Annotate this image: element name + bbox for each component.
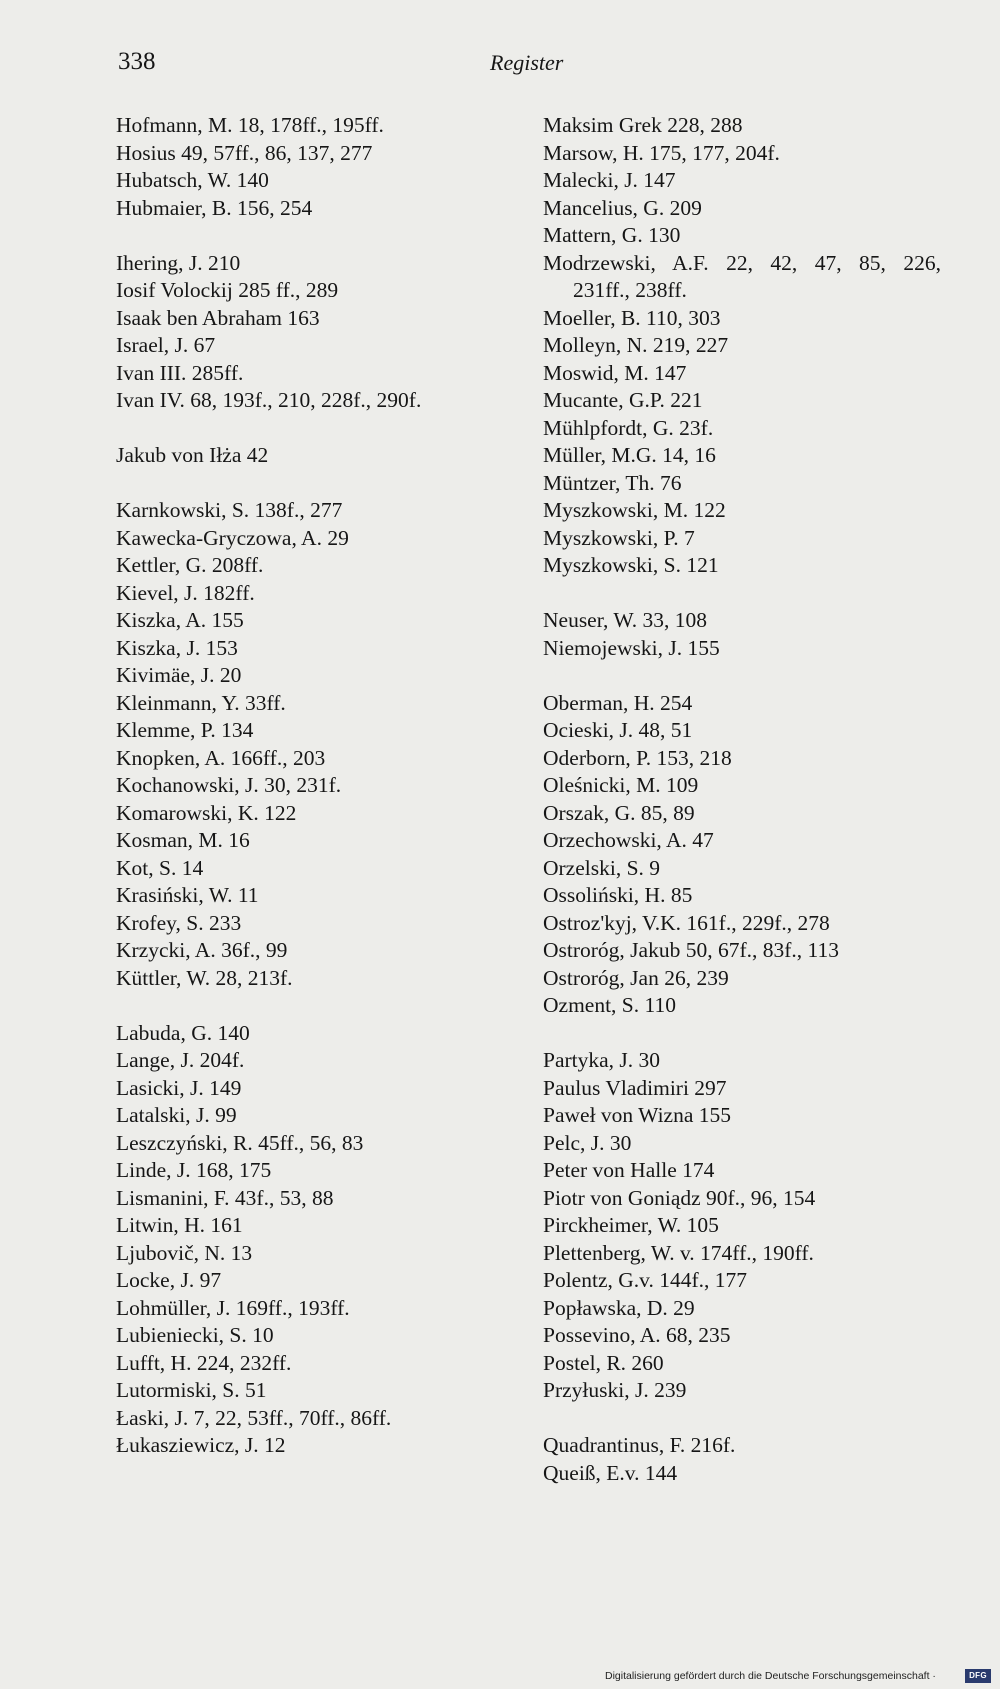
running-title: Register <box>490 50 564 75</box>
index-entry: Łaski, J. 7, 22, 53ff., 70ff., 86ff. <box>116 1405 392 1430</box>
index-entry: Linde, J. 168, 175 <box>116 1158 272 1182</box>
page-number: 338 <box>118 48 156 75</box>
index-entry: Łukasziewicz, J. 12 <box>116 1433 286 1457</box>
index-entry: Paweł von Wizna 155 <box>543 1103 732 1127</box>
footer <box>605 1669 995 1685</box>
entry-spacer <box>116 222 516 250</box>
index-entry: Lasicki, J. 149 <box>116 1075 242 1100</box>
index-entry: Kiszka, A. 155 <box>116 608 244 632</box>
index-entry: Jakub von Iłża 42 <box>116 443 269 467</box>
index-entry: Orzelski, S. 9 <box>543 855 661 880</box>
index-entry: Plettenberg, W. v. 174ff., 190ff. <box>543 1240 814 1265</box>
index-entry: Orzechowski, A. 47 <box>543 828 714 852</box>
index-entry: Myszkowski, S. 121 <box>543 553 719 577</box>
index-entry: Krofey, S. 233 <box>116 910 242 935</box>
index-entry: Kiszka, J. 153 <box>116 635 238 660</box>
index-entry: Pelc, J. 30 <box>543 1130 632 1155</box>
footer-text: Digitalisierung gefördert durch die Deutsche Forschungsgemeinschaft · <box>605 1670 936 1682</box>
index-entry: Moswid, M. 147 <box>543 360 687 385</box>
dfg-logo: DFG <box>965 1669 991 1683</box>
index-entry: Hofmann, M. 18, 178ff., 195ff. <box>116 113 384 137</box>
index-entry: Polentz, G.v. 144f., 177 <box>543 1268 748 1292</box>
entry-spacer <box>543 662 941 690</box>
index-entry: Molleyn, N. 219, 227 <box>543 333 729 357</box>
index-entry: Lutormiski, S. 51 <box>116 1378 267 1402</box>
index-entry: Iosif Volockij 285 ff., 289 <box>116 278 339 302</box>
index-entry: Ostroróg, Jan 26, 239 <box>543 965 729 990</box>
index-entry: Lismanini, F. 43f., 53, 88 <box>116 1185 334 1210</box>
index-entry: Litwin, H. 161 <box>116 1213 243 1237</box>
index-entry: Müller, M.G. 14, 16 <box>543 443 716 467</box>
index-entry: Kosman, M. 16 <box>116 828 250 852</box>
index-entry: Lufft, H. 224, 232ff. <box>116 1350 292 1375</box>
index-entry: Myszkowski, M. 122 <box>543 498 726 522</box>
index-entry: Modrzewski, A.F. 22, 42, 47, 85, 226, <box>543 250 941 275</box>
index-column-right <box>543 112 941 1487</box>
index-entry: Ihering, J. 210 <box>116 250 241 275</box>
index-entry: Queiß, E.v. 144 <box>543 1460 678 1485</box>
index-entry: Hubmaier, B. 156, 254 <box>116 195 313 220</box>
index-entry: Moeller, B. 110, 303 <box>543 305 721 330</box>
index-entry: Lubieniecki, S. 10 <box>116 1323 274 1347</box>
index-entry: Ozment, S. 110 <box>543 993 676 1017</box>
index-entry: Ljubovič, N. 13 <box>116 1240 253 1265</box>
index-entry: 231ff., 238ff. <box>573 278 687 302</box>
index-entry: Krasiński, W. 11 <box>116 883 259 907</box>
index-entry: Oleśnicki, M. 109 <box>543 773 699 797</box>
index-entry: Lohmüller, J. 169ff., 193ff. <box>116 1295 350 1320</box>
index-entry: Kawecka-Gryczowa, A. 29 <box>116 525 349 550</box>
index-entry: Krzycki, A. 36f., 99 <box>116 938 288 962</box>
index-entry: Oberman, H. 254 <box>543 690 693 715</box>
page-header <box>118 48 938 82</box>
index-entry: Ostroz'kyj, V.K. 161f., 229f., 278 <box>543 910 830 935</box>
index-entry: Niemojewski, J. 155 <box>543 635 720 660</box>
index-entry: Karnkowski, S. 138f., 277 <box>116 498 343 522</box>
index-entry: Lange, J. 204f. <box>116 1048 245 1072</box>
entry-spacer <box>543 1405 941 1433</box>
index-entry: Quadrantinus, F. 216f. <box>543 1433 736 1457</box>
entry-spacer <box>543 1020 941 1048</box>
index-entry: Piotr von Goniądz 90f., 96, 154 <box>543 1185 816 1210</box>
index-column-left <box>116 112 516 1460</box>
index-entry: Pirckheimer, W. 105 <box>543 1213 719 1237</box>
index-entry: Maksim Grek 228, 288 <box>543 113 743 137</box>
index-entry: Neuser, W. 33, 108 <box>543 608 707 632</box>
index-entry: Küttler, W. 28, 213f. <box>116 965 293 990</box>
index-entry: Possevino, A. 68, 235 <box>543 1323 731 1347</box>
index-entry: Kivimäe, J. 20 <box>116 663 242 687</box>
index-entry: Isaak ben Abraham 163 <box>116 305 320 330</box>
index-entry: Mattern, G. 130 <box>543 223 681 247</box>
index-entry: Latalski, J. 99 <box>116 1103 237 1127</box>
index-entry: Paulus Vladimiri 297 <box>543 1075 727 1100</box>
index-entry: Przyłuski, J. 239 <box>543 1378 687 1402</box>
index-entry: Myszkowski, P. 7 <box>543 525 695 550</box>
index-entry: Ivan III. 285ff. <box>116 360 244 385</box>
index-entry: Klemme, P. 134 <box>116 718 254 742</box>
index-entry: Oderborn, P. 153, 218 <box>543 745 732 770</box>
index-entry: Malecki, J. 147 <box>543 168 676 192</box>
index-entry: Ossoliński, H. 85 <box>543 883 693 907</box>
index-entry: Labuda, G. 140 <box>116 1020 250 1045</box>
index-entry: Partyka, J. 30 <box>543 1048 661 1072</box>
index-entry: Hubatsch, W. 140 <box>116 168 269 192</box>
entry-spacer <box>116 992 516 1020</box>
index-entry: Postel, R. 260 <box>543 1350 664 1375</box>
index-entry: Mühlpfordt, G. 23f. <box>543 415 714 440</box>
index-entry: Kleinmann, Y. 33ff. <box>116 690 286 715</box>
index-entry: Ocieski, J. 48, 51 <box>543 718 693 742</box>
index-entry: Hosius 49, 57ff., 86, 137, 277 <box>116 140 373 165</box>
entry-spacer <box>543 580 941 608</box>
index-entry: Kot, S. 14 <box>116 855 204 880</box>
index-entry: Orszak, G. 85, 89 <box>543 800 695 825</box>
entry-spacer <box>116 470 516 498</box>
index-entry: Kievel, J. 182ff. <box>116 580 255 605</box>
index-entry: Popławska, D. 29 <box>543 1295 695 1320</box>
index-entry: Müntzer, Th. 76 <box>543 470 682 495</box>
index-entry: Israel, J. 67 <box>116 333 216 357</box>
index-entry: Marsow, H. 175, 177, 204f. <box>543 140 780 165</box>
index-entry: Ivan IV. 68, 193f., 210, 228f., 290f. <box>116 388 422 412</box>
index-entry: Komarowski, K. 122 <box>116 800 297 825</box>
index-entry: Peter von Halle 174 <box>543 1158 715 1182</box>
entry-spacer <box>116 415 516 443</box>
index-entry: Locke, J. 97 <box>116 1268 222 1292</box>
index-entry: Kettler, G. 208ff. <box>116 553 264 577</box>
index-entry: Leszczyński, R. 45ff., 56, 83 <box>116 1130 364 1155</box>
index-entry: Mancelius, G. 209 <box>543 195 702 220</box>
index-entry: Kochanowski, J. 30, 231f. <box>116 773 342 797</box>
index-entry: Knopken, A. 166ff., 203 <box>116 745 326 770</box>
index-entry: Mucante, G.P. 221 <box>543 388 703 412</box>
index-entry: Ostroróg, Jakub 50, 67f., 83f., 113 <box>543 938 839 962</box>
